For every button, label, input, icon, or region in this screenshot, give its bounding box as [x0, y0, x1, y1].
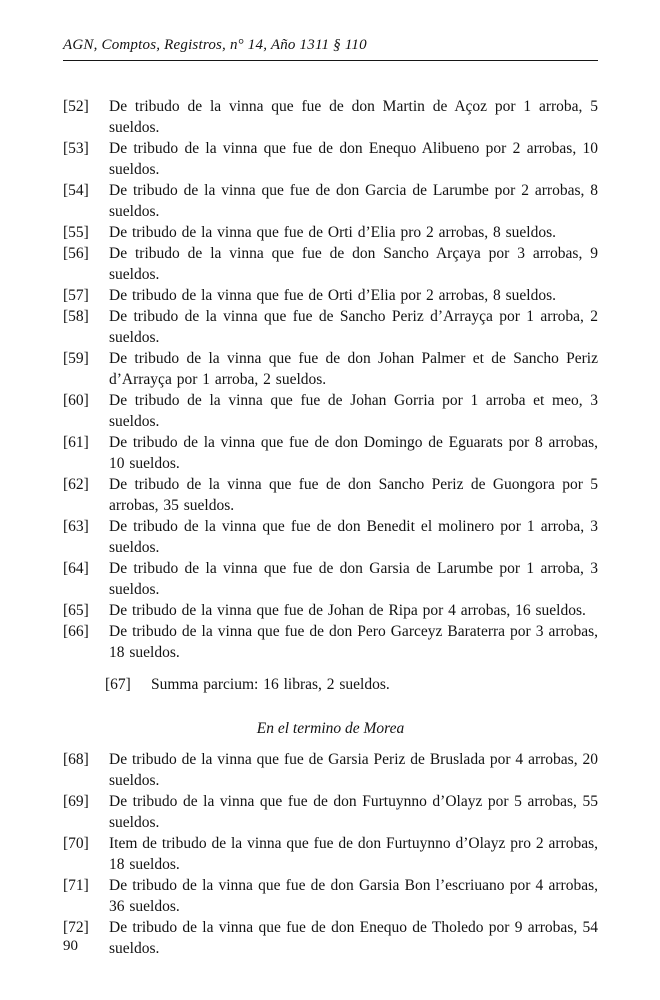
register-entry: [63, 306, 598, 348]
header-rule: [63, 60, 598, 61]
entry-text: De tribudo de la vinna que fue de Johan de Ripa por 4 arrobas, 16 sueldos.: [109, 602, 586, 619]
entry-text: De tribudo de la vinna que fue de Sancho Periz d’Arrayça por 1 arroba, 2 sueldos.: [109, 308, 598, 346]
entry-text: De tribudo de la vinna que fue de don Martin de Açoz por 1 arroba, 5 sueldos.: [109, 98, 598, 136]
entry-text: De tribudo de la vinna que fue de Orti d’Elia por 2 arrobas, 8 sueldos.: [109, 287, 557, 304]
page-number: 90: [63, 938, 78, 954]
entry-number: [65]: [63, 602, 89, 619]
register-entry: [63, 222, 598, 243]
entry-number: [60]: [63, 392, 89, 409]
running-head: [63, 36, 598, 61]
entry-text: De tribudo de la vinna que fue de don Sancho Periz de Guongora por 5 arrobas, 35 sueldos.: [109, 476, 598, 514]
entry-number: [70]: [63, 835, 89, 852]
entry-number: [57]: [63, 287, 89, 304]
register-entry: [63, 390, 598, 432]
entry-text: De tribudo de la vinna que fue de Orti d’Elia pro 2 arrobas, 8 sueldos.: [109, 224, 557, 241]
register-entry: [63, 833, 598, 875]
register-entry: [63, 180, 598, 222]
entry-text: De tribudo de la vinna que fue de Garsia Periz de Bruslada por 4 arrobas, 20 sueldos.: [109, 751, 598, 789]
entry-number: [67]: [105, 676, 131, 693]
register-entry: [63, 96, 598, 138]
entry-number: [54]: [63, 182, 89, 199]
running-title: AGN, Comptos, Registros, n° 14, Año 1311 § 110: [63, 37, 367, 53]
entry-number: [72]: [63, 919, 89, 936]
register-entry: [63, 791, 598, 833]
entry-text: De tribudo de la vinna que fue de don Johan Palmer et de Sancho Periz d’Arrayça por 1 arroba, 2 sueldos.: [109, 350, 598, 388]
entry-number: [63]: [63, 518, 89, 535]
register-entry: [63, 474, 598, 516]
register-entry: [63, 621, 598, 663]
entry-number: [56]: [63, 245, 89, 262]
entry-number: [69]: [63, 793, 89, 810]
entry-text: De tribudo de la vinna que fue de don Enequo Alibueno por 2 arrobas, 10 sueldos.: [109, 140, 598, 178]
entry-text: De tribudo de la vinna que fue de don Sancho Arçaya por 3 arrobas, 9 sueldos.: [109, 245, 598, 283]
register-entry: [63, 243, 598, 285]
register-entry: [63, 516, 598, 558]
register-entry: [63, 138, 598, 180]
entry-list-second: [63, 749, 598, 959]
entry-number: [64]: [63, 560, 89, 577]
entry-number: [71]: [63, 877, 89, 894]
entry-text: De tribudo de la vinna que fue de don Pero Garceyz Baraterra por 3 arrobas, 18 sueldos.: [109, 623, 598, 661]
entry-list-first: [63, 96, 598, 663]
entry-number: [55]: [63, 224, 89, 241]
entry-number: [58]: [63, 308, 89, 325]
summa-entry: [105, 674, 598, 695]
register-entry: [63, 558, 598, 600]
entry-number: [62]: [63, 476, 89, 493]
section-heading: En el termino de Morea: [256, 720, 405, 737]
entry-text: De tribudo de la vinna que fue de don Garcia de Larumbe por 2 arrobas, 8 sueldos.: [109, 182, 598, 220]
entry-text: De tribudo de la vinna que fue de don Benedit el molinero por 1 arroba, 3 sueldos.: [109, 518, 598, 556]
register-entry: [63, 917, 598, 959]
entry-text: De tribudo de la vinna que fue de don Furtuynno d’Olayz por 5 arrobas, 55 sueldos.: [109, 793, 598, 831]
entry-text: De tribudo de la vinna que fue de don Garsia Bon l’escriuano por 4 arrobas, 36 sueldos.: [109, 877, 598, 915]
register-entry: [63, 348, 598, 390]
entry-number: [61]: [63, 434, 89, 451]
register-entry: [63, 600, 598, 621]
register-entry: [63, 875, 598, 917]
summa-text: Summa parcium: 16 libras, 2 sueldos.: [151, 676, 390, 693]
text-body: [63, 96, 598, 959]
entry-number: [66]: [63, 623, 89, 640]
entry-number: [52]: [63, 98, 89, 115]
entry-text: De tribudo de la vinna que fue de don Domingo de Eguarats por 8 arrobas, 10 sueldos.: [109, 434, 598, 472]
entry-text: De tribudo de la vinna que fue de don Enequo de Tholedo por 9 arrobas, 54 sueldos.: [109, 919, 598, 957]
entry-number: [59]: [63, 350, 89, 367]
register-entry: [63, 749, 598, 791]
entry-number: [68]: [63, 751, 89, 768]
entry-text: De tribudo de la vinna que fue de Johan Gorria por 1 arroba et meo, 3 sueldos.: [109, 392, 598, 430]
register-entry: [63, 285, 598, 306]
register-entry: [63, 432, 598, 474]
entry-text: Item de tribudo de la vinna que fue de don Furtuynno d’Olayz pro 2 arrobas, 18 sueldos.: [109, 835, 598, 873]
entry-text: De tribudo de la vinna que fue de don Garsia de Larumbe por 1 arroba, 3 sueldos.: [109, 560, 598, 598]
entry-number: [53]: [63, 140, 89, 157]
